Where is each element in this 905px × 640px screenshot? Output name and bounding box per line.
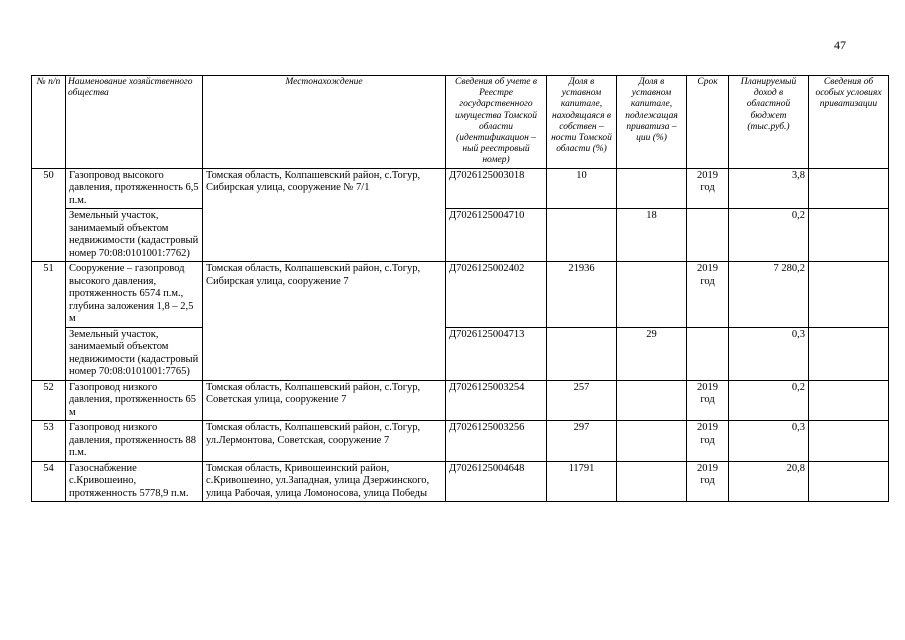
registry-number: Д7026125004648 (446, 461, 547, 502)
registry-number: Д7026125004713 (446, 327, 547, 380)
table-row (32, 327, 889, 380)
term (687, 327, 729, 380)
share-owned: 257 (547, 380, 617, 421)
special-conditions (809, 327, 889, 380)
header-location: Местонахождение (203, 76, 446, 169)
header-registry: Сведения об учете в Реестре государственного имущества Томской области (идентификацион – ный реестровый номер) (446, 76, 547, 169)
header-term: Срок (687, 76, 729, 169)
planned-income: 0,2 (729, 380, 809, 421)
planned-income: 20,8 (729, 461, 809, 502)
table-row (32, 461, 889, 502)
table-row (32, 209, 889, 262)
row-num: 50 (32, 168, 66, 262)
share-owned: 297 (547, 421, 617, 462)
special-conditions (809, 461, 889, 502)
special-conditions (809, 262, 889, 328)
term (687, 209, 729, 262)
object-name: Газопровод низкого давления, протяженность 88 п.м. (66, 421, 203, 462)
page-number: 47 (834, 38, 846, 52)
share-privatized (617, 262, 687, 328)
table-row (32, 262, 889, 328)
object-location: Томская область, Колпашевский район, с.Тогур, ул.Лермонтова, Советская, сооружение 7 (203, 421, 446, 462)
registry-number: Д7026125002402 (446, 262, 547, 328)
object-name: Газопровод низкого давления, протяженность 65 м (66, 380, 203, 421)
term: 2019 год (687, 461, 729, 502)
planned-income: 3,8 (729, 168, 809, 209)
row-num: 52 (32, 380, 66, 421)
share-privatized (617, 421, 687, 462)
term: 2019 год (687, 262, 729, 328)
header-num: № п/п (32, 76, 66, 169)
term: 2019 год (687, 168, 729, 209)
special-conditions (809, 209, 889, 262)
share-owned (547, 209, 617, 262)
planned-income: 7 280,2 (729, 262, 809, 328)
row-num: 54 (32, 461, 66, 502)
share-owned: 10 (547, 168, 617, 209)
header-conditions: Сведения об особых условиях приватизации (809, 76, 889, 169)
object-name: Газопровод высокого давления, протяженность 6,5 п.м. (66, 168, 203, 209)
share-privatized (617, 461, 687, 502)
object-location: Томская область, Колпашевский район, с.Тогур, Сибирская улица, сооружение 7 (203, 262, 446, 381)
object-location: Томская область, Колпашевский район, с.Тогур, Советская улица, сооружение 7 (203, 380, 446, 421)
object-name: Земельный участок, занимаемый объектом недвижимости (кадастровый номер 70:08:0101001:7765) (66, 327, 203, 380)
object-name: Земельный участок, занимаемый объектом недвижимости (кадастровый номер 70:08:0101001:7762) (66, 209, 203, 262)
privatization-table (31, 75, 889, 502)
object-location: Томская область, Кривошеинский район, с.Кривошеино, ул.Западная, улица Дзержинского, улица Рабочая, улица Ломоносова, улица Победы (203, 461, 446, 502)
term: 2019 год (687, 421, 729, 462)
header-name: Наименование хозяйственного общества (66, 76, 203, 169)
registry-number: Д7026125003256 (446, 421, 547, 462)
share-privatized (617, 380, 687, 421)
special-conditions (809, 380, 889, 421)
header-share-privatized: Доля в уставном капитале, подлежащая приватиза – ции (%) (617, 76, 687, 169)
registry-number: Д7026125004710 (446, 209, 547, 262)
registry-number: Д7026125003018 (446, 168, 547, 209)
share-owned (547, 327, 617, 380)
special-conditions (809, 421, 889, 462)
share-owned: 21936 (547, 262, 617, 328)
share-privatized: 18 (617, 209, 687, 262)
table-row (32, 380, 889, 421)
planned-income: 0,3 (729, 327, 809, 380)
object-location: Томская область, Колпашевский район, с.Тогур, Сибирская улица, сооружение № 7/1 (203, 168, 446, 262)
table-row (32, 421, 889, 462)
table-row (32, 168, 889, 209)
registry-number: Д7026125003254 (446, 380, 547, 421)
term: 2019 год (687, 380, 729, 421)
share-privatized: 29 (617, 327, 687, 380)
share-privatized (617, 168, 687, 209)
object-name: Сооружение – газопровод высокого давления, протяженность 6574 п.м., глубина заложения 1,8 – 2,5 м (66, 262, 203, 328)
header-row (32, 76, 889, 169)
planned-income: 0,3 (729, 421, 809, 462)
header-income: Планируемый доход в областной бюджет (тыс.руб.) (729, 76, 809, 169)
planned-income: 0,2 (729, 209, 809, 262)
share-owned: 11791 (547, 461, 617, 502)
row-num: 53 (32, 421, 66, 462)
special-conditions (809, 168, 889, 209)
row-num: 51 (32, 262, 66, 381)
object-name: Газоснабжение с.Кривошеино, протяженность 5778,9 п.м. (66, 461, 203, 502)
header-share-owned: Доля в уставном капитале, находящаяся в собствен – ности Томской области (%) (547, 76, 617, 169)
